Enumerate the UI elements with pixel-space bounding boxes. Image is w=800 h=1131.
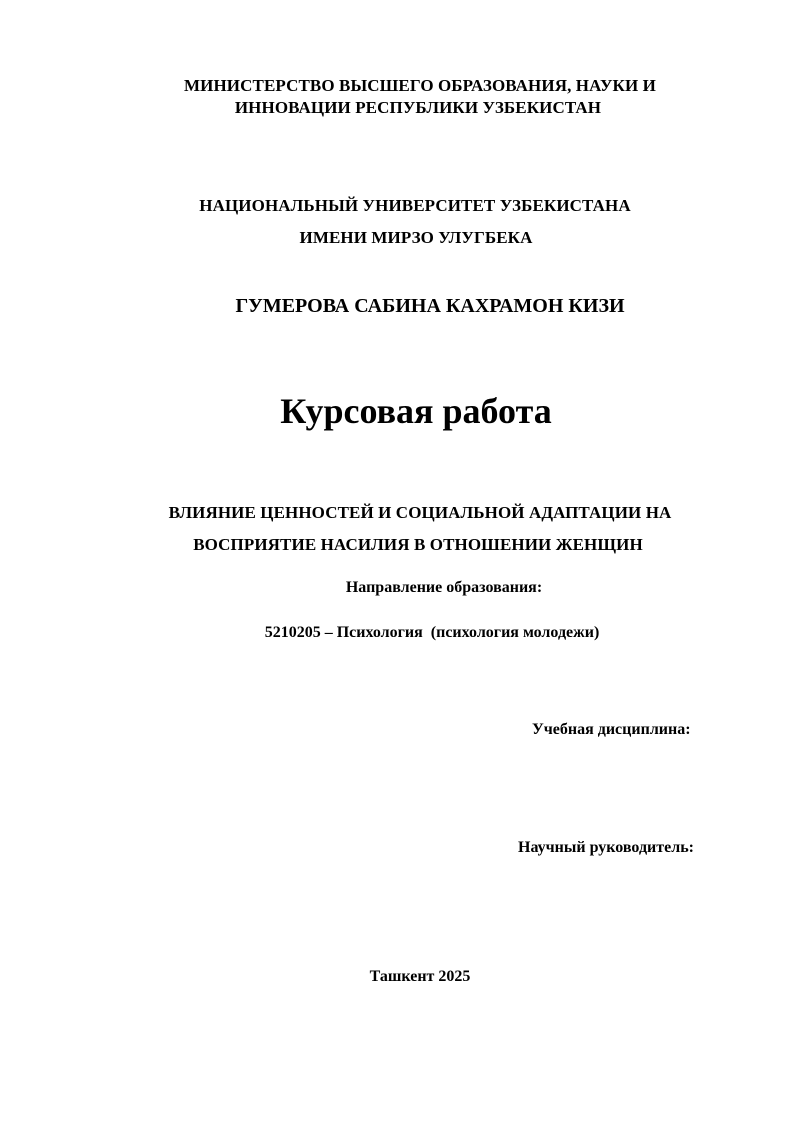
ministry-line-1: МИНИСТЕРСТВО ВЫСШЕГО ОБРАЗОВАНИЯ, НАУКИ И xyxy=(184,76,656,95)
direction-label: Направление образования: xyxy=(345,579,543,596)
ministry-line-2: ИННОВАЦИИ РЕСПУБЛИКИ УЗБЕКИСТАН xyxy=(234,98,602,117)
direction-value: 5210205 – Психология (психология молодежи) xyxy=(264,624,600,641)
university-line-1: НАЦИОНАЛЬНЫЙ УНИВЕРСИТЕТ УЗБЕКИСТАНА xyxy=(199,196,631,215)
topic-line-2: ВОСПРИЯТИЕ НАСИЛИЯ В ОТНОШЕНИИ ЖЕНЩИН xyxy=(193,535,643,554)
topic-line-1: ВЛИЯНИЕ ЦЕННОСТЕЙ И СОЦИАЛЬНОЙ АДАПТАЦИИ НА xyxy=(168,503,672,522)
university-line-2: ИМЕНИ МИРЗО УЛУГБЕКА xyxy=(299,228,533,247)
discipline-label: Учебная дисциплина: xyxy=(532,721,691,738)
city-year: Ташкент 2025 xyxy=(369,968,471,985)
document-title: Курсовая работа xyxy=(280,391,552,431)
supervisor-label: Научный руководитель: xyxy=(518,839,694,856)
author-name: ГУМЕРОВА САБИНА КАХРАМОН КИЗИ xyxy=(235,295,625,317)
